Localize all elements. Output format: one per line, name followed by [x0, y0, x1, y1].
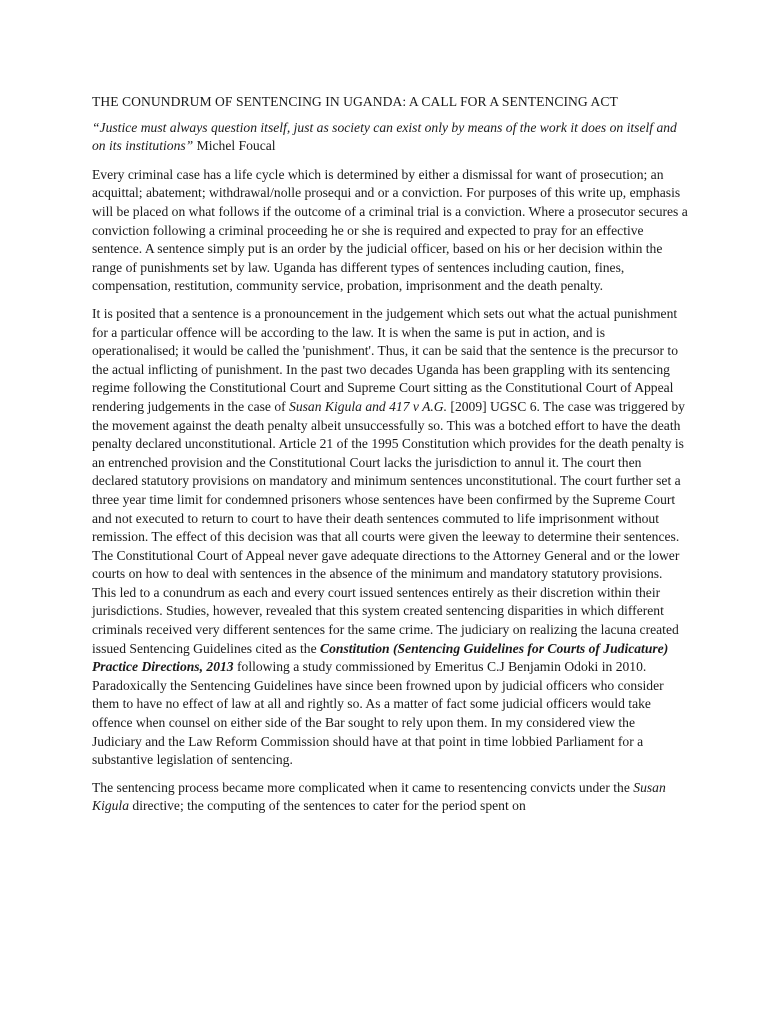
paragraph-2-text-c: following a study commissioned by Emeritus C.J Benjamin Odoki in 2010. Paradoxically the Sentencing Guidelines have since been frowned upon by judicial officers who consider them to have no effect of law at all and rightly so. As a matter of fact some judicial officers would take offence when counsel on either side of the Bar sought to rely upon them. In my considered view the Judiciary and the Law Reform Commission should have at that point in time lobbied Parliament for a substantive legislation of sentencing.	[92, 659, 664, 768]
sentencing-guidelines-title: Constitution (Sentencing Guidelines for Courts of Judicature) Practice Directions, 2013	[92, 640, 669, 675]
epigraph	[92, 119, 688, 156]
document-title: THE CONUNDRUM OF SENTENCING IN UGANDA: A CALL FOR A SENTENCING ACT	[92, 94, 618, 109]
paragraph-3	[92, 779, 688, 816]
epigraph-author: Michel Foucal	[193, 138, 276, 154]
paragraph-3-text-b: directive; the computing of the sentences to cater for the period spent on	[129, 798, 526, 814]
paragraph-2-text-a: It is posited that a sentence is a pronouncement in the judgement which sets out what the actual punishment for a particular offence will be according to the law. It is when the same is put in action, and is operationalised; it would be called the 'punishment'. Thus, it can be said that the sentence is the precursor to the actual inflicting of punishment. In the past two decades Uganda has been grappling with its sentencing regime following the Constitutional Court and Supreme Court sitting as the Constitutional Court of Appeal rendering judgements in the case of	[92, 305, 678, 414]
paragraph-2	[92, 305, 688, 770]
case-name-kigula-short: Susan Kigula	[92, 779, 666, 814]
paragraph-2-text-b: [2009] UGSC 6. The case was triggered by the movement against the death penalty albeit unsuccessfully so. This was a botched effort to have the death penalty declared unconstitutional. Article 21 of the 1995 Constitution which provides for the death penalty is an entrenched provision and the Constitutional Court lacks the jurisdiction to annul it. The court then declared statutory provisions on mandatory and minimum sentences unconstitutional. The court further set a three year time limit for condemned prisoners whose sentences have been confirmed by the Supreme Court and not executed to return to court to have their death sentences commuted to life imprisonment without remission. The effect of this decision was that all courts were given the leeway to determine their sentences. The Constitutional Court of Appeal never gave adequate directions to the Attorney General and or the lower courts on how to deal with sentences in the absence of the minimum and mandatory statutory provisions. This led to a conundrum as each and every court issued sentences entirely as their discretion within their jurisdictions. Studies, however, revealed that this system created sentencing disparities in which different criminals received very different sentences for the same crime. The judiciary on realizing the lacuna created issued Sentencing Guidelines cited as the	[92, 398, 685, 656]
epigraph-text: “Justice must always question itself, just as society can exist only by means of the work it does on itself and on its institutions”	[92, 120, 677, 154]
paragraph-3-text-a: The sentencing process became more complicated when it came to resentencing convicts under the	[92, 779, 634, 795]
case-name-kigula: Susan Kigula and 417 v A.G.	[289, 398, 448, 414]
paragraph-1: Every criminal case has a life cycle which is determined by either a dismissal for want of prosecution; an acquittal; abatement; withdrawal/nolle prosequi and or a conviction. For purposes of this write up, emphasis will be placed on what follows if the outcome of a criminal trial is a conviction. Where a prosecutor secures a conviction following a criminal proceeding he or she is required and expected to pray for an effective sentence. A sentence simply put is an order by the judicial officer, based on his or her decision within the range of punishments set by law. Uganda has different types of sentences including caution, fines, compensation, restitution, community service, probation, imprisonment and the death penalty.	[92, 166, 688, 294]
